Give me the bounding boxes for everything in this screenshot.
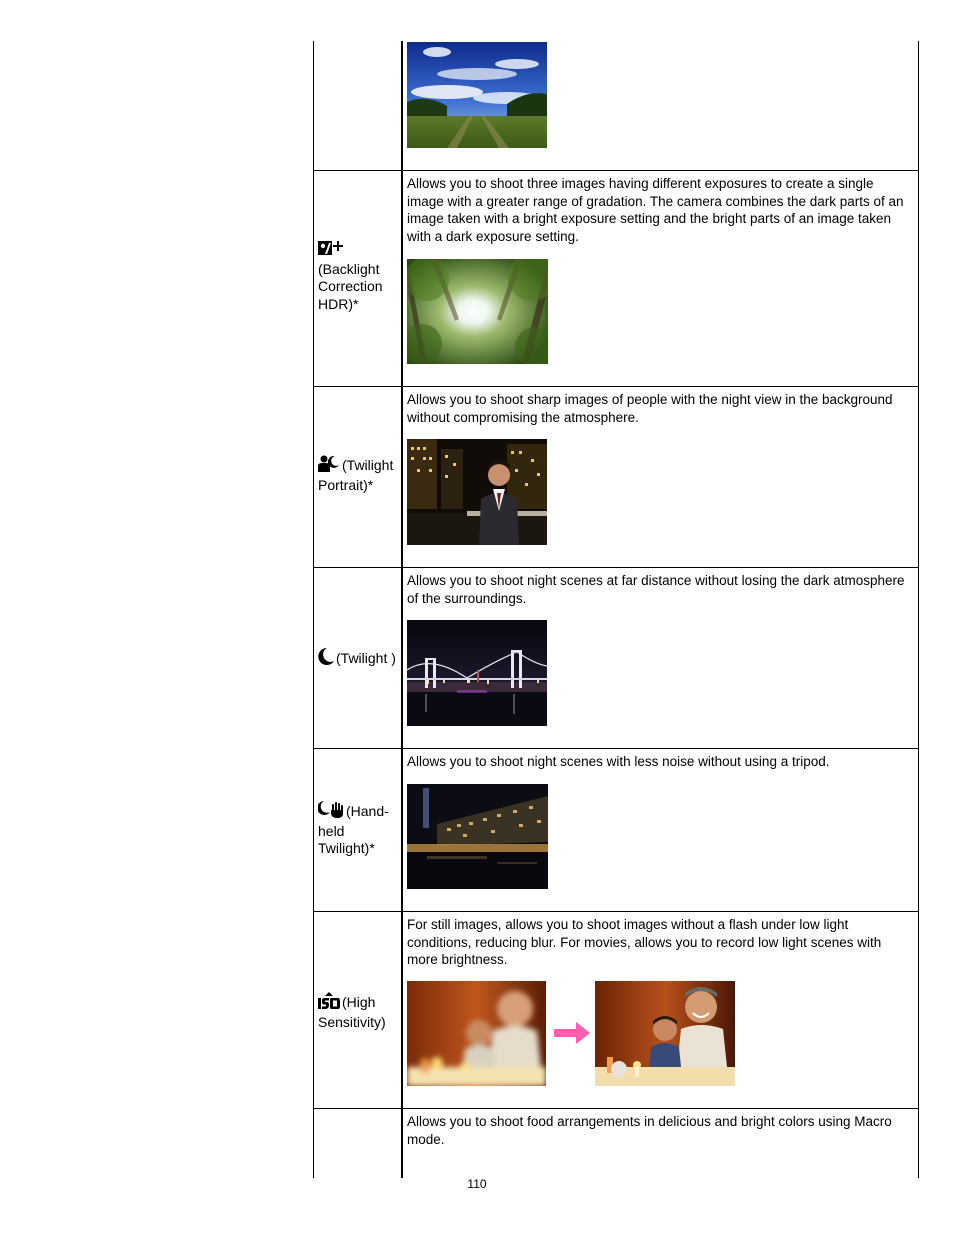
mode-description: Allows you to shoot sharp images of people with the night view in the background without compromising the atmosphere. bbox=[407, 392, 893, 425]
moon-icon bbox=[318, 648, 334, 670]
mode-description: Allows you to shoot food arrangements in delicious and bright colors using Macro mode. bbox=[407, 1114, 892, 1147]
description-cell bbox=[407, 1113, 913, 1148]
mode-description: Allows you to shoot night scenes with less noise without using a tripod. bbox=[407, 754, 830, 769]
mode-cell-twilight bbox=[318, 648, 400, 670]
table-row-twilight-portrait bbox=[313, 386, 919, 567]
description-cell bbox=[407, 916, 913, 969]
table-row-backlight-correction-hdr bbox=[313, 170, 919, 386]
mode-description: For still images, allows you to shoot images without a flash under low light conditions, reducing blur. For movies, allows you to record low light scenes with more brightness. bbox=[407, 917, 882, 967]
photo-man-night-city bbox=[407, 439, 547, 545]
table-row-landscape bbox=[313, 41, 919, 170]
photo-dinner-blurred bbox=[407, 981, 546, 1086]
twilight-portrait-icon bbox=[318, 455, 340, 477]
description-cell bbox=[407, 572, 913, 607]
photo-landscape-sky bbox=[407, 42, 547, 148]
photo-night-bridge bbox=[407, 620, 547, 726]
description-cell bbox=[407, 391, 913, 426]
description-cell bbox=[407, 753, 913, 771]
mode-label: (Hand-held Twilight)* bbox=[318, 803, 389, 856]
mode-cell-twilight-portrait bbox=[318, 455, 400, 494]
arrow-right-icon bbox=[554, 1020, 591, 1046]
mode-cell-hand-held-twilight bbox=[318, 801, 400, 858]
page-number: 110 bbox=[467, 1177, 487, 1191]
photo-dinner-sharp bbox=[595, 981, 735, 1086]
mode-label: (High Sensitivity) bbox=[318, 994, 386, 1030]
mode-label: (Twilight ) bbox=[336, 650, 396, 666]
mode-label: (Twilight Portrait)* bbox=[318, 457, 394, 493]
mode-cell-backlight-hdr bbox=[318, 239, 400, 313]
mode-description: Allows you to shoot three images having different exposures to create a single image with a greater range of gradation. The camera combines the dark parts of an image taken with a bright exposure setting and the bright parts of an image taken with a dark exposure setting. bbox=[407, 176, 904, 244]
table-row-hand-held-twilight bbox=[313, 748, 919, 911]
description-cell bbox=[407, 175, 913, 245]
mode-label: (Backlight Correction HDR)* bbox=[318, 260, 383, 312]
mode-cell-high-sensitivity bbox=[318, 992, 400, 1031]
table-row-high-sensitivity bbox=[313, 911, 919, 1108]
table-row-twilight bbox=[313, 567, 919, 748]
iso-high-icon bbox=[318, 992, 340, 1014]
photo-night-waterfront bbox=[407, 784, 548, 889]
backlight-hdr-icon bbox=[318, 239, 346, 261]
mode-description: Allows you to shoot night scenes at far distance without losing the dark atmosphere of the surroundings. bbox=[407, 573, 905, 606]
photo-backlit-trees bbox=[407, 259, 548, 364]
table-row-gourmet bbox=[313, 1108, 919, 1178]
hand-held-twilight-icon bbox=[318, 801, 344, 823]
